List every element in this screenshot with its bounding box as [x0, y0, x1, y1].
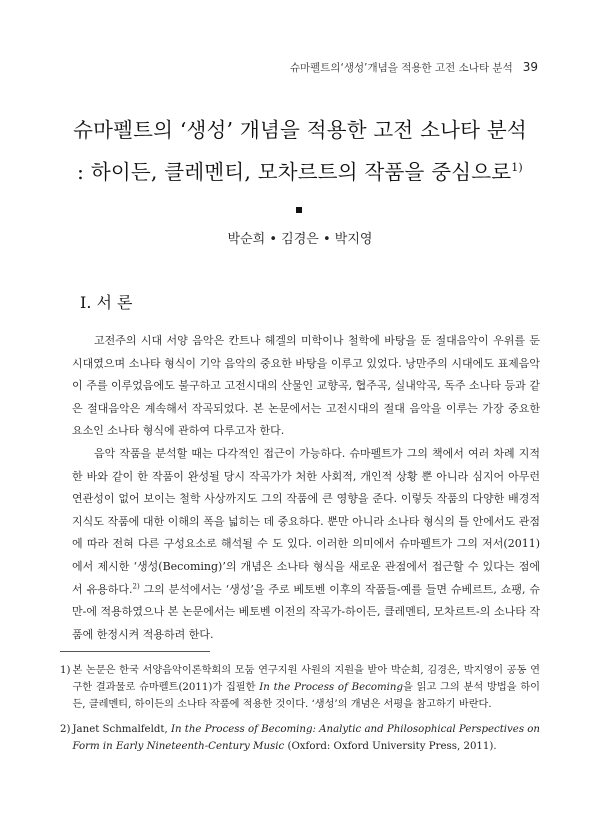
- footnote-mark: 2): [60, 724, 71, 735]
- footnote-text: [72, 662, 540, 713]
- footnote-divider: [60, 651, 210, 652]
- page-number: 39: [522, 60, 538, 74]
- paper-title: [40, 112, 560, 191]
- author-list: 박순희 • 김경은 • 박지영: [227, 232, 373, 247]
- footnote-text-part: 본 논문은 한국 서양음악이론학회의 모둠 연구지원 사원의 지원을 받아 박순희, 김경은, 박지영이 공동 연구한 결과물로 슈마펠트(2011)가 집필한: [72, 665, 540, 693]
- body-text: [72, 330, 540, 646]
- footnote-text-part: Janet Schmalfeldt,: [72, 724, 171, 735]
- book-title: In the Process of Becoming: Analytic and Philosophical Perspectives on Form in Early Nineteenth-Century Music: [72, 724, 540, 752]
- paragraph: [72, 443, 540, 646]
- footnotes: [60, 662, 540, 763]
- paragraph-text: 그의 분석에서는 ‘생성’을 주로 베토벤 이후의 작품들-예를 들면 슈베르트, 쇼팽, 슈만-에 적용하였으나 본 논문에서는 베토벤 이전의 작곡가-하이든, 클레멘티, 모차르트-의 소나타 작품에 한정시켜 적용하려 한다.: [72, 582, 540, 641]
- footnote-text-part: 을 읽고 그의 분석 방법을 하이든, 클레멘티, 하이든의 소나타 작품에 적용한 것이다. ‘생성’의 개념은 서평을 참고하기 바란다.: [72, 682, 540, 710]
- title-line-2-text: : 하이든, 클레멘티, 모차르트의 작품을 중심으로: [77, 159, 512, 184]
- title-line-2: [40, 149, 560, 191]
- footnote-2: [60, 721, 540, 755]
- footnote-1: [60, 662, 540, 713]
- footnote-text-part: (Oxford: Oxford University Press, 2011).: [284, 741, 497, 752]
- footnote-ref: 2): [132, 581, 140, 590]
- footnote-text: [72, 721, 540, 755]
- running-header: [290, 60, 538, 75]
- book-title: In the Process of Becoming: [259, 682, 403, 693]
- title-line-1: 슈마펠트의 ‘생성’ 개념을 적용한 고전 소나타 분석: [73, 118, 527, 142]
- footnote-mark: 1): [60, 665, 71, 676]
- separator-square-icon: [296, 207, 302, 213]
- title-footnote-mark: 1): [511, 161, 523, 174]
- paragraph: 고전주의 시대 서양 음악은 칸트나 헤겔의 미학이나 철학에 바탕을 둔 절대음악이 우위를 둔 시대였으며 소나타 형식이 기악 음악의 중요한 바탕을 이루고 있었다. 낭만주의 시대에도 표제음악이 주를 이루었음에도 불구하고 고전시대의 산물인 교향곡, 협주곡, 실내악곡, 독주 소나타 등과 같은 절대음악은 계속해서 작곡되었다. 본 논문에서는 고전시대의 절대 음악을 이루는 가장 중요한 요소인 소나타 형식에 관하여 다루고자 한다.: [72, 334, 540, 438]
- section-heading: I. 서 론: [80, 293, 133, 312]
- paragraph-text: 음악 작품을 분석할 때는 다각적인 접근이 가능하다. 슈마펠트가 그의 책에서 여러 차례 지적한 바와 같이 한 작품이 완성될 당시 작곡가가 처한 사회적, 개인적 상황 뿐 아니라 심지어 아무런 연관성이 없어 보이는 철학 사상까지도 그의 작품에 큰 영향을 준다. 이렇듯 작품의 다양한 배경적 지식도 작품에 대한 이해의 폭을 넓히는 데 중요하다. 뿐만 아니라 소나타 형식의 틀 안에서도 관점에 따라 전혀 다른 구성요소로 해석될 수 도 있다. 이러한 의미에서 슈마펠트가 그의 저서(2011)에서 제시한 ‘생성(Becoming)’의 개념은 소나타 형식을 새로운 관점에서 접근할 수 있다는 점에서 유용하다.: [72, 446, 540, 596]
- running-title: 슈마펠트의‘생성’개념을 적용한 고전 소나타 분석: [289, 62, 513, 74]
